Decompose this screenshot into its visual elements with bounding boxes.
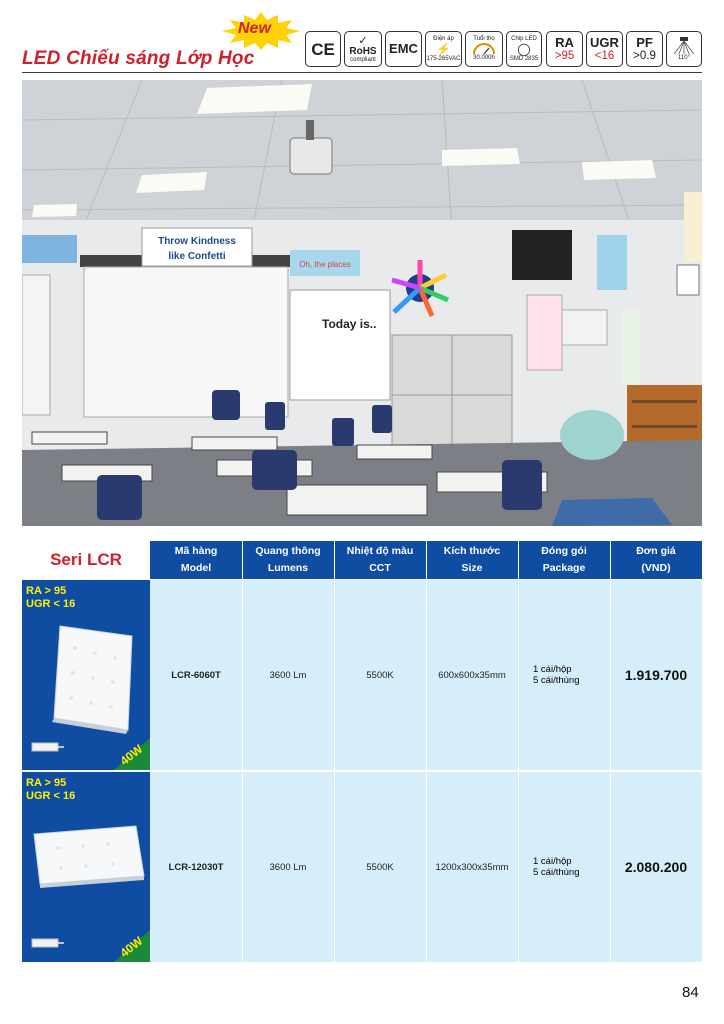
ce-label: CE bbox=[311, 39, 335, 59]
column-divider bbox=[426, 580, 427, 770]
package-cell bbox=[533, 580, 613, 770]
bulb-icon: ◯ bbox=[517, 41, 531, 56]
page-title: LED Chiếu sáng Lớp Học bbox=[22, 48, 255, 69]
rohs-mark-icon: ✓ RoHS compliant bbox=[344, 31, 382, 67]
product-image-cell bbox=[22, 772, 150, 962]
header-divider bbox=[426, 541, 427, 579]
column-divider bbox=[426, 772, 427, 962]
column-divider bbox=[610, 772, 611, 962]
driver-image bbox=[30, 740, 64, 754]
col-header-vi: Nhiệt độ màu bbox=[346, 545, 414, 557]
ra-label: RA bbox=[555, 34, 574, 50]
col-header-en: CCT bbox=[369, 562, 391, 574]
column-divider bbox=[334, 580, 335, 770]
emc-mark-icon bbox=[385, 31, 422, 67]
gauge-icon bbox=[471, 43, 497, 55]
col-header-vi: Quang thông bbox=[255, 545, 321, 557]
driver-image bbox=[30, 936, 64, 950]
ugr-value: <16 bbox=[594, 49, 615, 62]
column-divider bbox=[334, 772, 335, 962]
pf-box bbox=[626, 31, 663, 67]
spec-ra: RA > 95 bbox=[26, 585, 67, 597]
size-cell: 600x600x35mm bbox=[438, 669, 506, 681]
board-text: Today is.. bbox=[322, 317, 377, 331]
table-row bbox=[150, 580, 702, 770]
ugr-box bbox=[586, 31, 623, 67]
col-header-price bbox=[610, 541, 702, 579]
spec-ra: RA > 95 bbox=[26, 777, 67, 789]
beam-angle-value: 110° bbox=[678, 54, 690, 61]
spec-ugr: UGR < 16 bbox=[26, 598, 76, 610]
col-header-model bbox=[150, 541, 242, 579]
lifetime-box bbox=[465, 31, 503, 67]
banner-text-1: Throw Kindness bbox=[158, 236, 236, 247]
title-divider bbox=[22, 72, 702, 73]
chip-box bbox=[506, 31, 542, 67]
beam-angle-box bbox=[666, 31, 702, 67]
package-line: 1 cái/hộp bbox=[533, 664, 572, 675]
chip-value: SMD 2835 bbox=[509, 55, 539, 62]
beam-angle-icon bbox=[672, 37, 696, 55]
cct-cell: 5500K bbox=[366, 861, 394, 873]
ra-value: >95 bbox=[554, 49, 575, 62]
column-divider bbox=[518, 772, 519, 962]
col-header-en: Size bbox=[461, 562, 483, 574]
lifetime-value: 30.000h bbox=[473, 55, 495, 61]
watt-badge: 40W bbox=[117, 933, 146, 961]
new-badge-label: New bbox=[238, 20, 271, 37]
col-header-en: Model bbox=[180, 562, 212, 574]
pf-label: PF bbox=[636, 34, 653, 50]
package-cell bbox=[533, 772, 613, 962]
banner-text-2: like Confetti bbox=[168, 251, 226, 262]
classroom-photo bbox=[22, 80, 702, 526]
oh-places-text: Oh, the places bbox=[299, 260, 351, 269]
package-line: 1 cái/hộp bbox=[533, 856, 572, 867]
column-divider bbox=[610, 580, 611, 770]
lumens-cell: 3600 Lm bbox=[269, 861, 307, 873]
column-divider bbox=[242, 772, 243, 962]
voltage-label: Điện áp bbox=[433, 35, 454, 42]
col-header-en: Package bbox=[542, 562, 586, 574]
watt-badge: 40W bbox=[117, 741, 146, 769]
spec-ugr: UGR < 16 bbox=[26, 790, 76, 802]
ra-box bbox=[546, 31, 583, 67]
ce-mark-icon bbox=[305, 31, 341, 67]
price-cell: 2.080.200 bbox=[624, 859, 688, 875]
column-divider bbox=[242, 580, 243, 770]
package-line: 5 cái/thùng bbox=[533, 867, 580, 878]
page-number: 84 bbox=[682, 984, 699, 1001]
model-cell: LCR-12030T bbox=[168, 861, 224, 873]
chip-label: Chip LED bbox=[511, 35, 537, 42]
col-header-lumens bbox=[242, 541, 334, 579]
price-cell: 1.919.700 bbox=[624, 667, 688, 683]
rohs-sub-label: compliant bbox=[350, 56, 376, 63]
pf-value: >0.9 bbox=[633, 49, 656, 62]
column-divider bbox=[518, 580, 519, 770]
rohs-label: RoHS bbox=[349, 45, 377, 57]
size-cell: 1200x300x35mm bbox=[435, 861, 509, 873]
col-header-cct bbox=[334, 541, 426, 579]
header-divider bbox=[518, 541, 519, 579]
cct-cell: 5500K bbox=[366, 669, 394, 681]
ugr-label: UGR bbox=[590, 34, 619, 50]
header-divider bbox=[334, 541, 335, 579]
col-header-vi: Đóng gói bbox=[541, 545, 587, 557]
col-header-vi: Mã hàng bbox=[174, 545, 218, 557]
voltage-box bbox=[425, 31, 462, 67]
square-panel-image bbox=[40, 618, 140, 738]
col-header-en: Lumens bbox=[267, 562, 309, 574]
col-header-vi: Kích thước bbox=[443, 545, 501, 557]
model-cell: LCR-6060T bbox=[171, 669, 221, 681]
col-header-package bbox=[518, 541, 610, 579]
voltage-value: 175-265VAC bbox=[426, 55, 461, 62]
rectangular-panel-image bbox=[28, 820, 148, 890]
col-header-en: (VND) bbox=[641, 562, 671, 574]
table-row bbox=[150, 772, 702, 962]
col-header-vi: Đơn giá bbox=[636, 545, 676, 557]
series-label: Seri LCR bbox=[22, 541, 150, 579]
emc-label: EMC bbox=[389, 41, 418, 56]
header-divider bbox=[242, 541, 243, 579]
lightning-icon: ⚡ bbox=[436, 41, 451, 56]
lumens-cell: 3600 Lm bbox=[269, 669, 307, 681]
classroom-illustration bbox=[22, 80, 702, 526]
product-image-cell bbox=[22, 580, 150, 770]
lifetime-label: Tuổi thọ bbox=[473, 36, 495, 42]
header-divider bbox=[610, 541, 611, 579]
package-line: 5 cái/thùng bbox=[533, 675, 580, 686]
col-header-size bbox=[426, 541, 518, 579]
